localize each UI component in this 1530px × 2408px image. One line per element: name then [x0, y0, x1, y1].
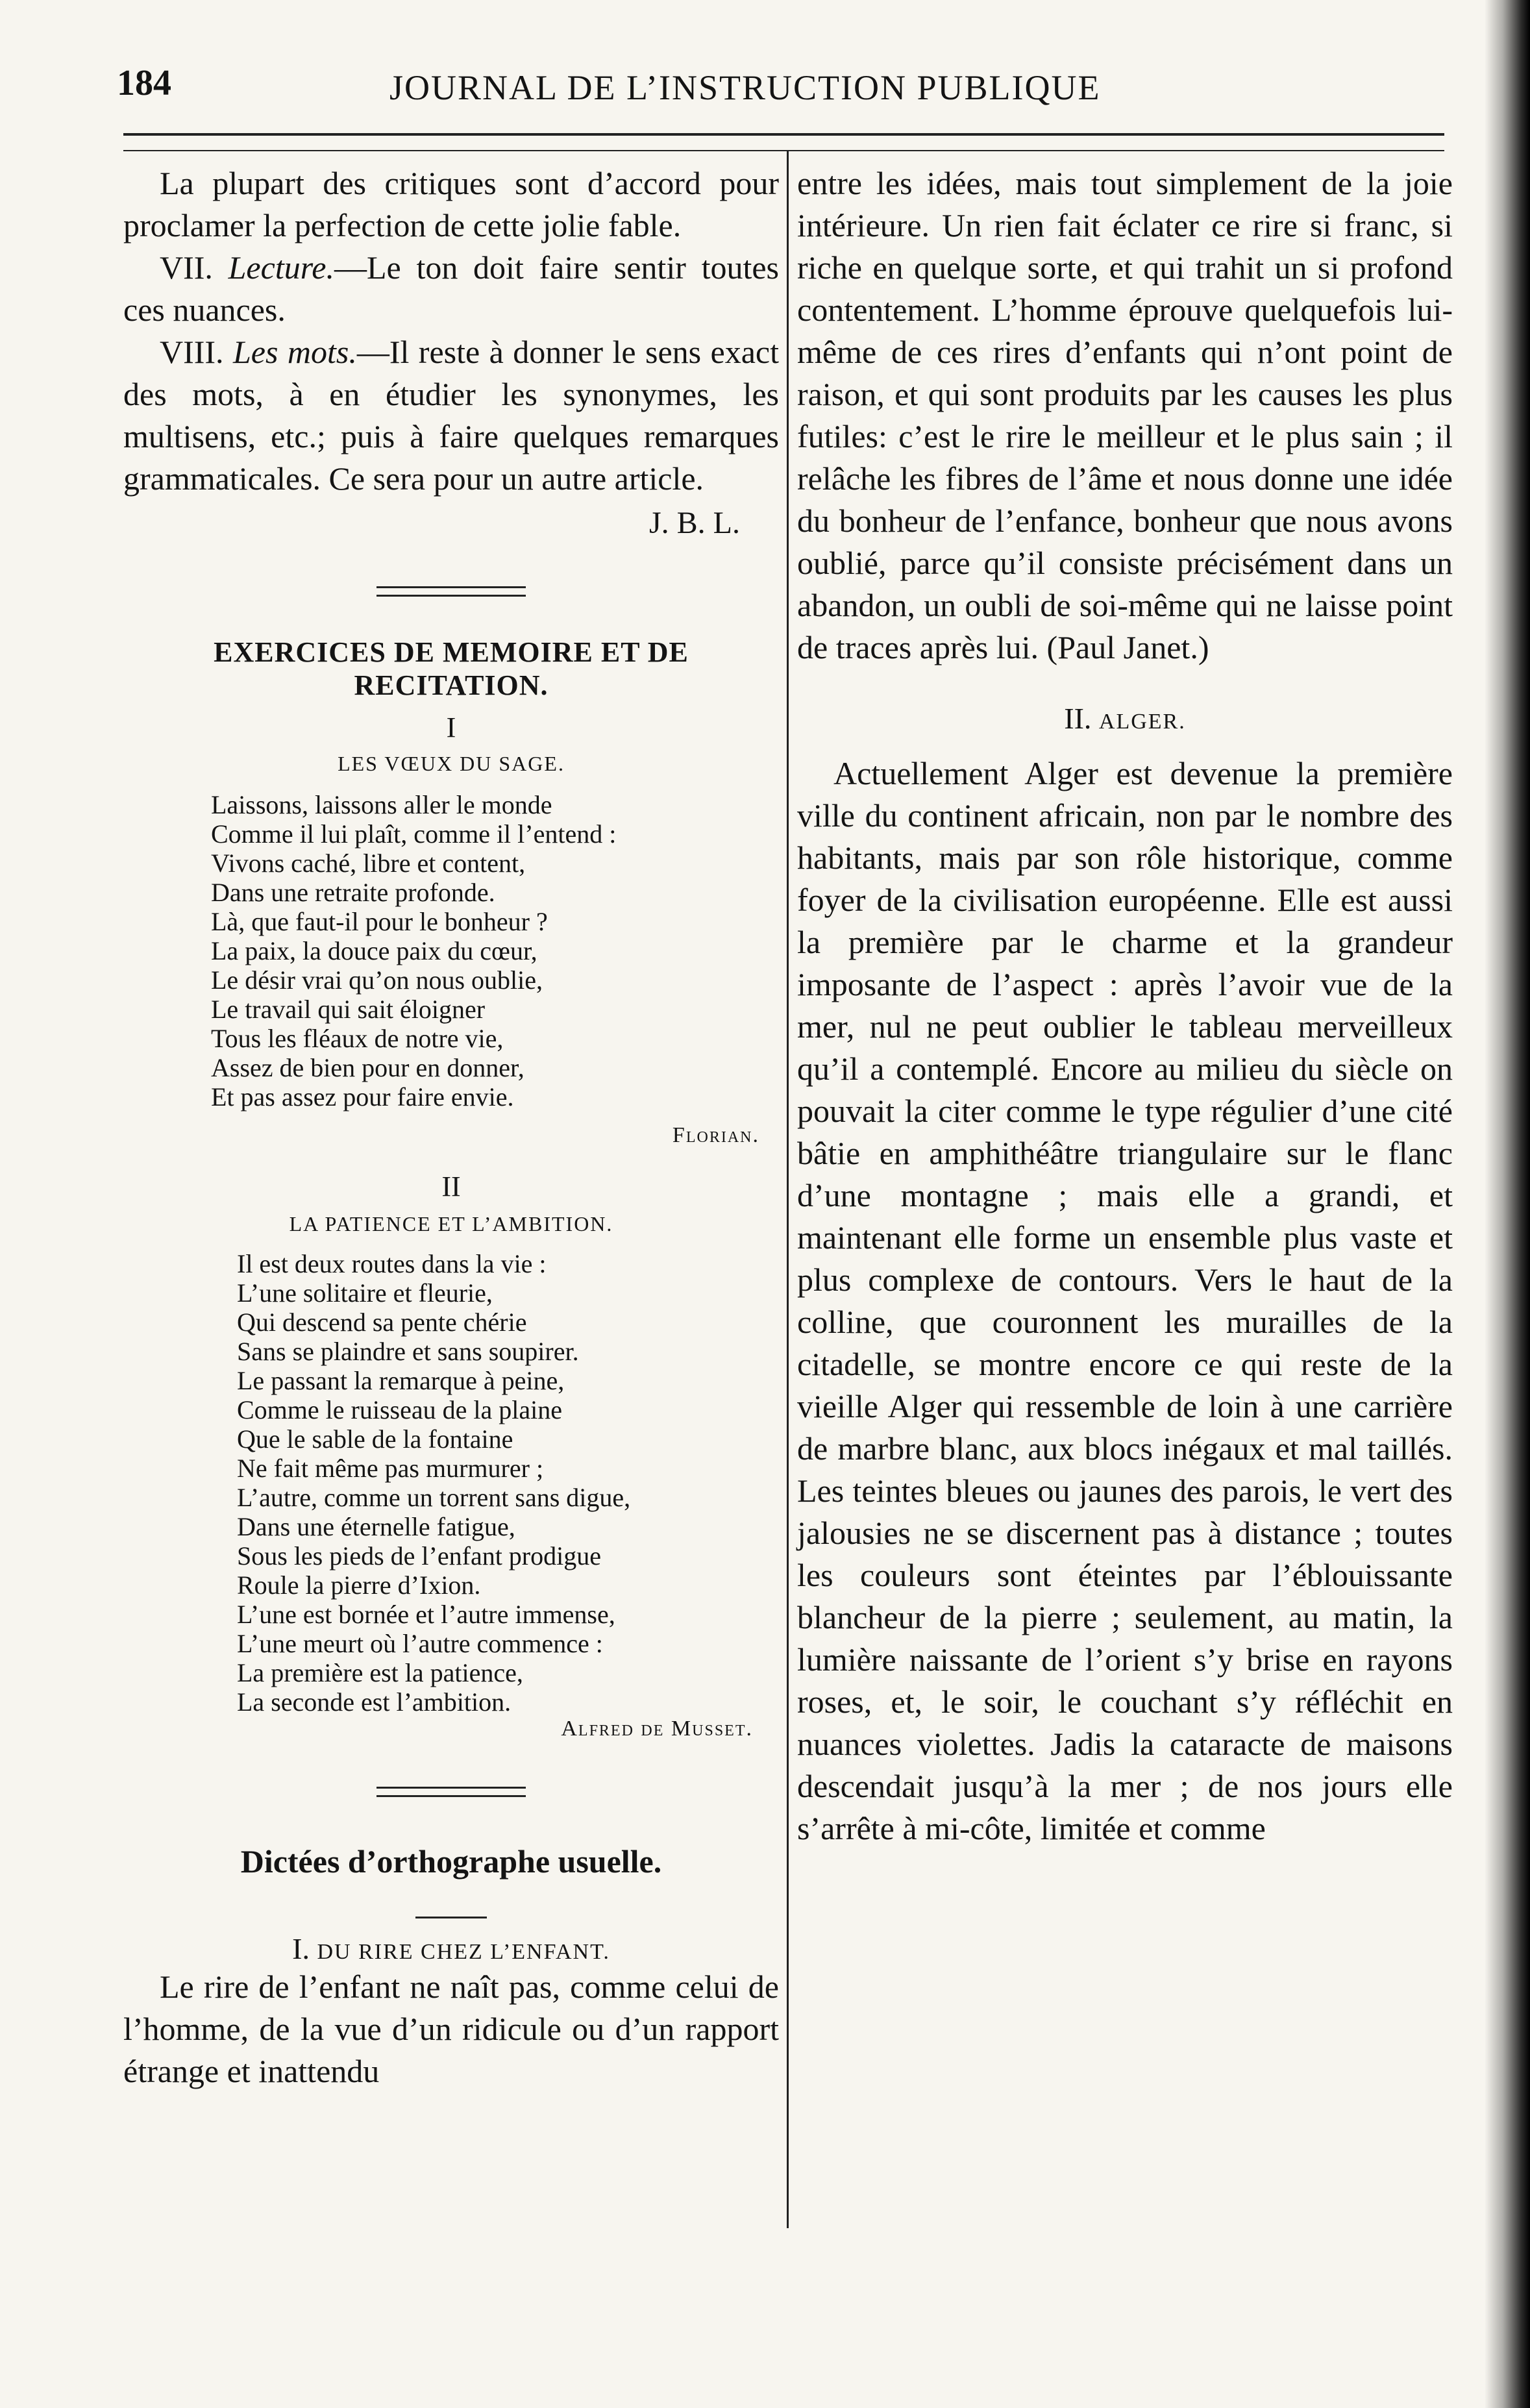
- page-number: 184: [117, 63, 171, 103]
- poem-title: LES VŒUX DU SAGE.: [338, 752, 565, 775]
- section-number: I.: [292, 1932, 310, 1965]
- item-number: VIII.: [160, 334, 224, 370]
- paragraph: Actuellement Alger est devenue la première ville du continent africain, non par le nombre des habitants, mais par son rôle historique, comme foyer de la civilisation européenne. Elle est aussi la première par le charme et la grandeur imposante de l’aspect : après l’avoir vue de la mer, nul ne peut oublier le tableau merveilleux qu’il a contemplé. Encore au milieu du siècle on pouvait la citer comme le type régulier d’une cité bâtie en amphithéâtre triangulaire sur le flanc d’une montagne ; mais elle a grandi, et maintenant elle forme un ensemble plus vaste et plus complexe de contours. Vers le haut de la colline, que couronnent les murailles de la citadelle, se montre encore ce qui reste de la vieille Alger qui ressemble de loin à une carrière de marbre blanc, aux blocs inégaux et mal taillés. Les teintes bleues ou jaunes des parois, le vert des jalousies ne se discernent pas à distance ; toutes les couleurs sont éteintes par l’éblouissante blancheur de la pierre ; seulement, au matin, la lumière naissante de l’orient s’y brise en rayons roses, et, le soir, le couchant s’y réfléchit en nuances violettes. Jadis la cataracte de maisons descendait jusqu’à la mer ; de nos jours elle s’arrête à mi-côte, limitée et comme: [797, 755, 1453, 1846]
- poem-line: L’une est bornée et l’autre immense,: [237, 1600, 615, 1629]
- poem-line: L’autre, comme un torrent sans digue,: [237, 1483, 631, 1512]
- header-rule: [123, 133, 1444, 151]
- item-text: —Le ton doit faire sentir toutes ces nuances.: [123, 249, 779, 328]
- poem-line: Tous les fléaux de notre vie,: [211, 1024, 504, 1053]
- poem-line: Là, que faut-il pour le bonheur ?: [211, 907, 548, 936]
- poem-line: Qui descend sa pente chérie: [237, 1308, 527, 1337]
- item-text: —Il reste à donner le sens exact des mots, à en étudier les synonymes, les multisens, etc.; puis à faire quelques remarques grammaticales. Ce sera pour un autre article.: [123, 334, 780, 497]
- exercises-heading: EXERCICES DE MEMOIRE ET DE RECITATION.: [214, 636, 689, 701]
- dictees-heading: Dictées d’orthographe usuelle.: [240, 1843, 662, 1880]
- poem-line: Roule la pierre d’Ixion.: [237, 1570, 481, 1600]
- section-title: DU RIRE CHEZ L’ENFANT.: [317, 1940, 610, 1964]
- poem-line: Vivons caché, libre et content,: [211, 849, 526, 878]
- poem-line: La première est la patience,: [237, 1658, 523, 1687]
- item-number: VII.: [160, 249, 213, 286]
- running-title: JOURNAL DE L’INSTRUCTION PUBLIQUE: [389, 68, 1101, 107]
- poem-line: Il est deux routes dans la vie :: [237, 1249, 547, 1278]
- paragraph: entre les idées, mais tout simplement de la joie intérieure. Un rien fait éclater ce rire si franc, si riche en quelque sorte, et qui trahit un si profond contentement. L’homme éprouve quelquefois lui-même de ces rires d’enfants qui n’ont point de raison, et qui sont produits par les causes les plus futiles: c’est le rire le meilleur et le plus sain ; il relâche les fibres de l’âme et nous donne une idée du bonheur de l’enfance, bonheur que nous avons oublié, parce qu’il consiste précisément dans un abandon, un oubli de soi-même qui ne laisse point de traces après lui. (Paul Janet.): [797, 165, 1453, 665]
- poem-line: Laissons, laissons aller le monde: [211, 790, 552, 819]
- poem-line: Sous les pieds de l’enfant prodigue: [237, 1541, 601, 1570]
- poem-line: Dans une retraite profonde.: [211, 878, 495, 907]
- poem-number: II: [441, 1171, 461, 1202]
- item-heading: Les mots.: [233, 334, 357, 370]
- poem-line: Le désir vrai qu’on nous oublie,: [211, 965, 543, 995]
- paragraph: [123, 247, 779, 331]
- poem-line: La paix, la douce paix du cœur,: [211, 936, 537, 965]
- column-divider: [787, 151, 789, 2228]
- poem-title: LA PATIENCE ET L’AMBITION.: [289, 1212, 613, 1235]
- poem-author: Alfred de Musset.: [561, 1717, 753, 1741]
- poem-line: L’une meurt où l’autre commence :: [237, 1629, 603, 1658]
- paragraph: La plupart des critiques sont d’accord pour proclamer la perfection de cette jolie fable.: [123, 165, 779, 243]
- section-heading: [797, 701, 1453, 736]
- section-rule: [376, 586, 526, 597]
- poem-line: L’une solitaire et fleurie,: [237, 1278, 493, 1308]
- poem-line: Que le sable de la fontaine: [237, 1424, 513, 1454]
- poem-author: Florian.: [672, 1123, 759, 1147]
- section-number: II.: [1064, 702, 1092, 735]
- poem-line: Sans se plaindre et sans soupirer.: [237, 1337, 579, 1366]
- signature: J. B. L.: [648, 506, 740, 540]
- poem-line: Ne fait même pas murmurer ;: [237, 1454, 544, 1483]
- poem-line: Et pas assez pour faire envie.: [211, 1082, 514, 1111]
- left-column: [123, 162, 779, 2092]
- poem-line: Comme le ruisseau de la plaine: [237, 1395, 562, 1424]
- poem-stanza: [123, 1249, 779, 1717]
- poem-line: Comme il lui plaît, comme il l’entend :: [211, 819, 617, 849]
- section-heading: [123, 1931, 779, 1966]
- item-heading: Lecture.: [228, 249, 335, 286]
- poem-line: Le travail qui sait éloigner: [211, 995, 486, 1024]
- poem-number: I: [446, 712, 456, 743]
- poem-line: Le passant la remarque à peine,: [237, 1366, 565, 1395]
- paragraph: [123, 331, 779, 500]
- right-column: [797, 162, 1453, 1850]
- scan-edge-shadow: [1485, 0, 1530, 2408]
- poem-line: La seconde est l’ambition.: [237, 1687, 512, 1717]
- section-rule: [376, 1787, 526, 1797]
- paragraph: Le rire de l’enfant ne naît pas, comme celui de l’homme, de la vue d’un ridicule ou d’un rapport étrange et inattendu: [123, 1968, 779, 2089]
- poem-stanza: [123, 790, 779, 1111]
- poem-line: Assez de bien pour en donner,: [211, 1053, 524, 1082]
- section-title: ALGER.: [1098, 710, 1186, 734]
- poem-line: Dans une éternelle fatigue,: [237, 1512, 515, 1541]
